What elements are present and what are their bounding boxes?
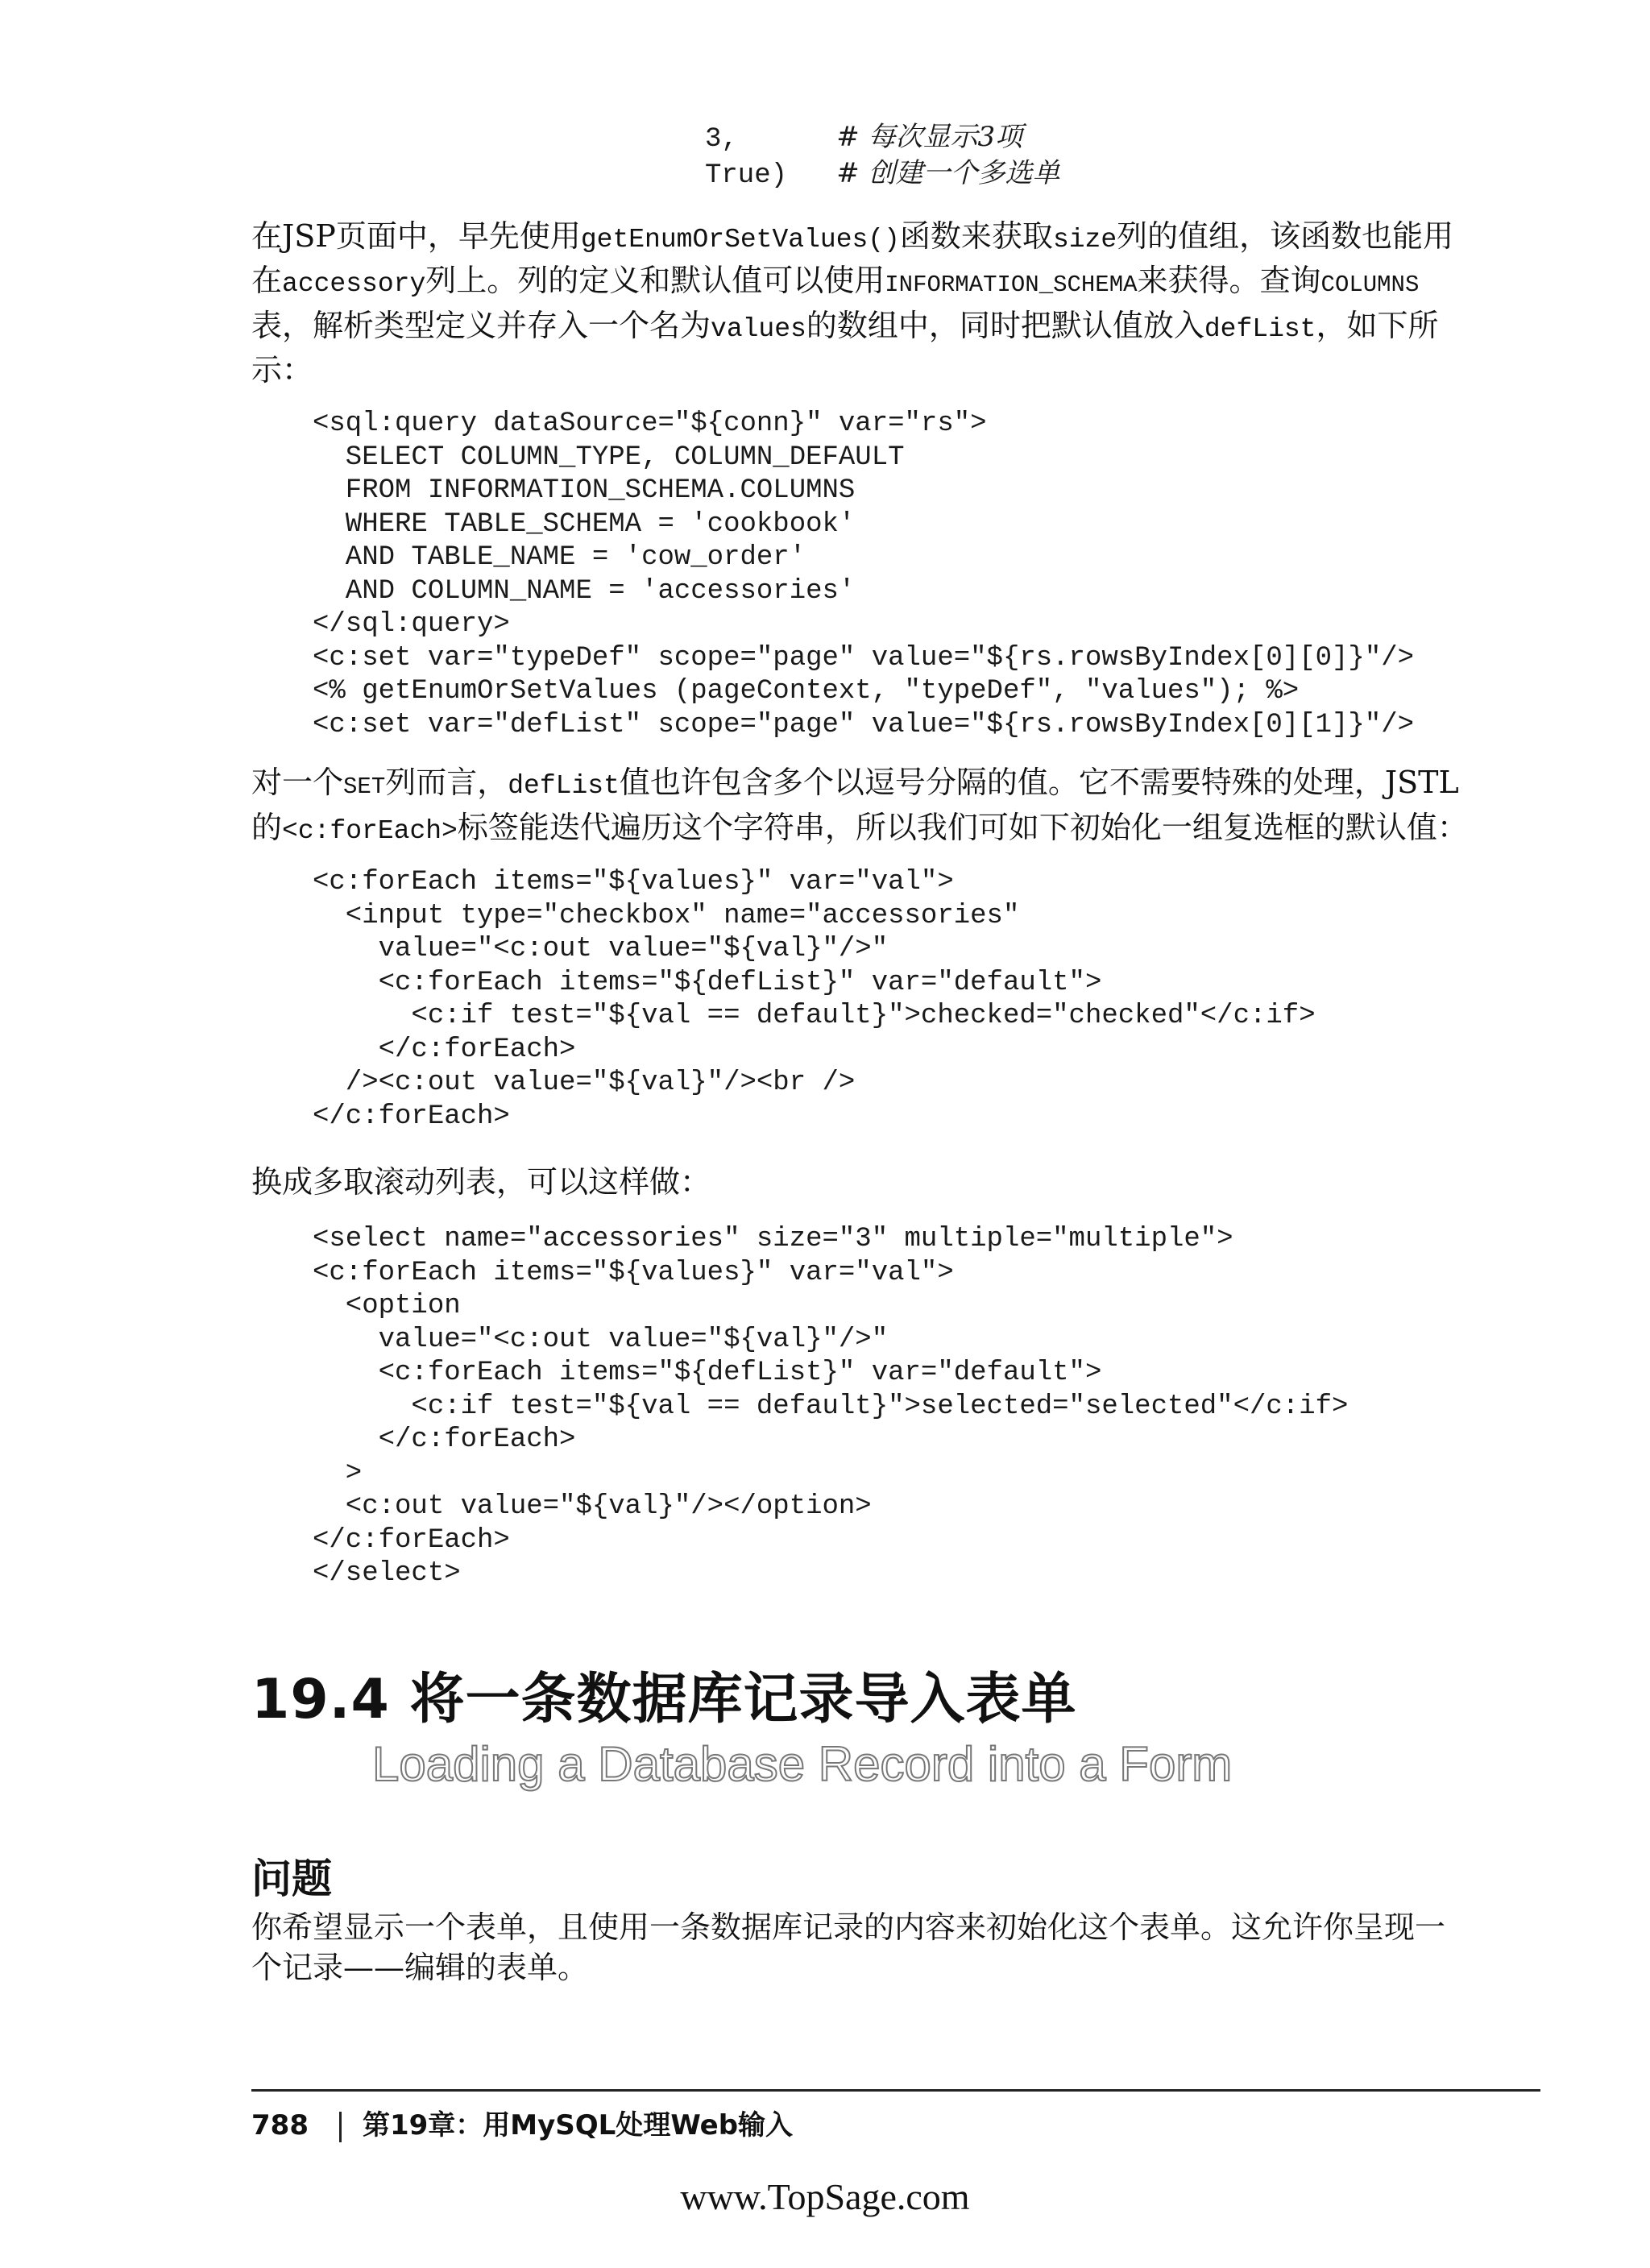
inline-code: defList (508, 771, 620, 801)
paragraph-line (251, 305, 1540, 350)
paragraph-line (251, 807, 1540, 852)
code-block-checkbox: <c:forEach items="${values}" var="val"> <input type="checkbox" name="accessories" value="<c:out value="${val}"/>" <c:forEach items="${defList}" var="default"> <c:if test="${val == default}">checked="checked"</c:if> </c:forEach> /><c:out value="${val}"/><br /> </c:forEach> (313, 867, 1316, 1132)
inline-code: INFORMATION_SCHEMA (885, 272, 1138, 298)
top-code-fragment (705, 121, 1060, 193)
inline-code: defList (1204, 314, 1316, 344)
paragraph-line (251, 260, 1540, 305)
code-line (705, 121, 1060, 157)
footer-separator (339, 2112, 342, 2142)
text: 在JSP页面中，早先使用 (251, 218, 581, 254)
text: 标签能迭代遍历这个字符串，所以我们可如下初始化一组复选框的默认值： (457, 810, 1468, 845)
code-comment: # 每次显示3项 (836, 121, 1023, 153)
text: 对一个 (251, 765, 344, 800)
paragraph-line: 你希望显示一个表单，且使用一条数据库记录的内容来初始化这个表单。这允许你呈现一 (251, 1909, 1446, 1945)
code-text: 3, (705, 124, 837, 155)
paragraph-line: 示： (251, 352, 313, 388)
paragraph-scroll-list (251, 1162, 1540, 1202)
inline-code: <c:forEach> (282, 816, 458, 846)
paragraph-line: 换成多取滚动列表，可以这样做： (251, 1164, 711, 1200)
inline-code: values (711, 314, 806, 344)
code-comment: # 创建一个多选单 (836, 156, 1060, 189)
page-number: 788 (251, 2109, 309, 2142)
text: 列上。列的定义和默认值可以使用 (425, 263, 885, 298)
inline-code: accessory (282, 269, 426, 299)
text: ，如下所 (1316, 308, 1439, 343)
paragraph-line (251, 762, 1540, 807)
text: 在 (251, 263, 283, 298)
paragraph-deflist (251, 762, 1540, 852)
section-heading: 19.4 将一条数据库记录导入表单 (251, 1668, 1077, 1731)
paragraph-line (251, 216, 1540, 260)
inline-code: COLUMNS (1320, 272, 1420, 298)
text: 列的值组，该函数也能用 (1117, 218, 1454, 254)
inline-code: getEnumOrSetValues() (580, 225, 900, 255)
code-line (705, 157, 1060, 193)
text: 值也许包含多个以逗号分隔的值。它不需要特殊的处理，JSTL (619, 765, 1459, 800)
section-subtitle: Loading a Database Record into a Form (372, 1737, 1233, 1791)
paragraph-intro (251, 216, 1540, 390)
text: 来获得。查询 (1137, 263, 1321, 298)
text: 表，解析类型定义并存入一个名为 (251, 308, 711, 343)
chapter-title: 第19章：用MySQL处理Web输入 (362, 2109, 794, 2142)
inline-code: size (1052, 225, 1117, 255)
footer-rule (251, 2089, 1540, 2092)
code-text: True) (705, 160, 837, 191)
code-block-select: <select name="accessories" size="3" multiple="multiple"> <c:forEach items="${values}" var="val"> <option value="<c:out value="${val}"/>" <c:forEach items="${defList}" var="default"> <c:if test="${val == default}">selected="selected"</c:if> </c:forEach> > <c:out value="${val}"/></option> </c:forEach> </select> (313, 1224, 1349, 1589)
paragraph-line: 个记录——编辑的表单。 (251, 1950, 589, 1985)
text: 函数来获取 (899, 218, 1053, 254)
inline-code: SET (343, 773, 386, 800)
problem-heading: 问题 (251, 1855, 332, 1902)
text: 列而言， (385, 765, 508, 800)
paragraph-problem (251, 1907, 1540, 1988)
page-footer (251, 2103, 793, 2142)
text: 的 (251, 810, 283, 845)
text: 的数组中，同时把默认值放入 (806, 308, 1204, 343)
code-block-sql-query: <sql:query dataSource="${conn}" var="rs"> SELECT COLUMN_TYPE, COLUMN_DEFAULT FROM INFORMATION_SCHEMA.COLUMNS WHERE TABLE_SCHEMA = 'cookbook' AND TABLE_NAME = 'cow_order' AND COLUMN_NAME = 'accessories' </sql:query> <c:set var="typeDef" scope="page" value="${rs.rowsByIndex[0][0]}"/> <% getEnumOrSetValues (pageContext, "typeDef", "values"); %> <c:set var="defList" scope="page" value="${rs.rowsByIndex[0][1]}"/> (313, 408, 1415, 740)
watermark-url: www.TopSage.com (680, 2176, 970, 2217)
